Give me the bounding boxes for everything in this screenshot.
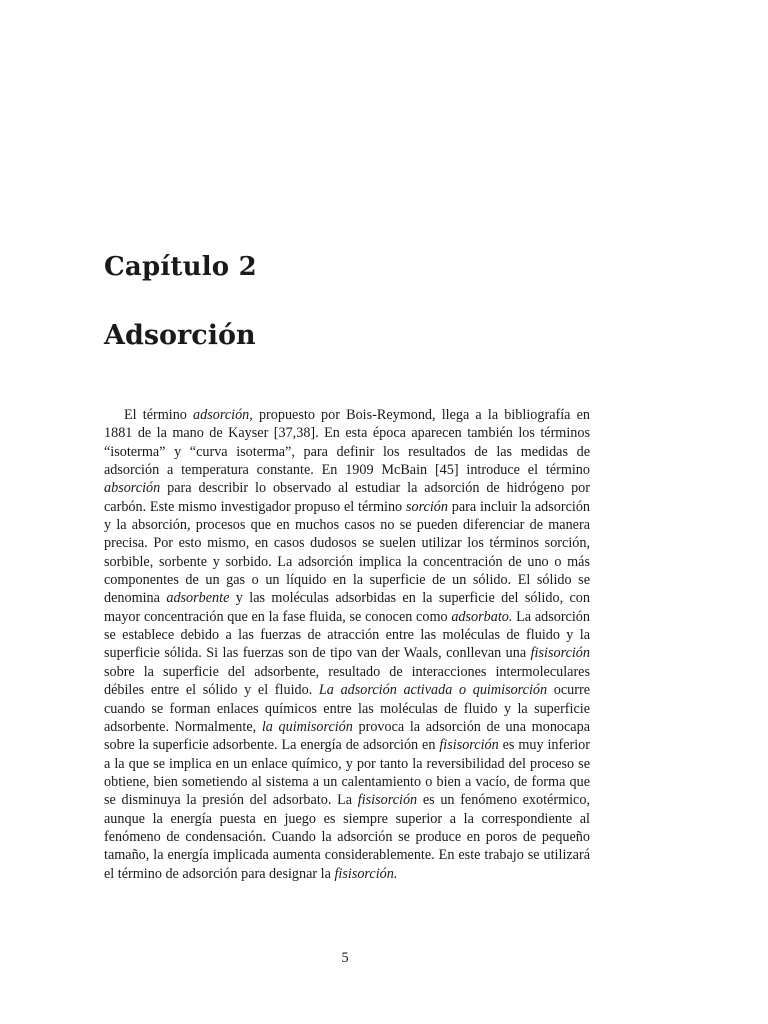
italic-term: fisisorción <box>357 792 418 809</box>
italic-term: sorción <box>405 498 448 515</box>
italic-term: adsorbato. <box>451 608 513 625</box>
italic-term: fisisorción <box>439 737 499 754</box>
italic-term: fisisorción. <box>334 865 398 882</box>
body-paragraph <box>104 406 590 883</box>
text-segment: es un fenómeno exotérmico, aunque la energía puesta en juego es siempre superior a la correspondiente al fenómeno de condensación. Cuando la adsorción se produce en poros de pequeño tamaño, la energía implicada aumenta considerablemente. En este trabajo se utilizará el término de adsorción para designar la <box>104 792 590 882</box>
chapter-title-heading: Adsorción <box>104 320 256 351</box>
text-segment: es muy inferior a la que se implica en un enlace químico, y por tanto la reversibilidad del proceso se obtiene, bien sometiendo al sistema a un calentamiento o bien a vacío, de forma que se disminuya la presión del adsorbato. La <box>104 737 590 809</box>
text-segment: sobre la superficie del adsorbente, resultado de interacciones intermoleculares débiles entre el sólido y el fluido. <box>104 663 590 699</box>
italic-term: adsorbente <box>166 590 230 607</box>
text-segment: El término <box>124 407 194 423</box>
chapter-number-heading: Capítulo 2 <box>104 252 257 282</box>
text-segment: para describir lo observado al estudiar la adsorción de hidrógeno por carbón. Este mismo investigador propuso el término <box>104 480 590 515</box>
italic-term: La adsorción activada o quimisorción <box>318 682 548 699</box>
italic-term: fisisorción <box>530 645 590 662</box>
text-segment: para incluir la adsorción y la absorción, procesos que en muchos casos no se pueden diferenciar de manera precisa. Por esto mismo, en casos dudosos se suelen utilizar los términos sorción, sorbible, sorbente y sorbido. La adsorción implica la concentración de uno o más componentes de un gas o un líquido en la superficie de un sólido. El sólido se denomina <box>104 498 591 607</box>
page-number: 5 <box>341 950 349 966</box>
italic-term: la quimisorción <box>261 718 353 735</box>
text-segment: provoca la adsorción de una monocapa sobre la superficie adsorbente. La energía de adsorción en <box>104 718 590 754</box>
italic-term: adsorción <box>193 407 250 423</box>
text-segment: , propuesto por Bois-Reymond, llega a la bibliografía en 1881 de la mano de Kayser [37,38]. En esta época aparecen también los términos “isoterma” y “curva isoterma”, para definir los resultados de las medidas de adsorción a temperatura constante. En 1909 McBain [45] introduce el término <box>104 407 590 479</box>
text-segment: y las moléculas adsorbidas en la superficie del sólido, con mayor concentración que en la fase fluida, se conocen como <box>104 590 590 625</box>
italic-term: absorción <box>104 480 161 497</box>
text-segment: ocurre cuando se forman enlaces químicos entre las moléculas de fluido y la superficie adsorbente. Normalmente, <box>104 682 591 735</box>
text-segment: La adsorción se establece debido a las fuerzas de atracción entre las moléculas de fluido y la superficie sólida. Si las fuerzas son de tipo van der Waals, conllevan una <box>104 608 590 662</box>
